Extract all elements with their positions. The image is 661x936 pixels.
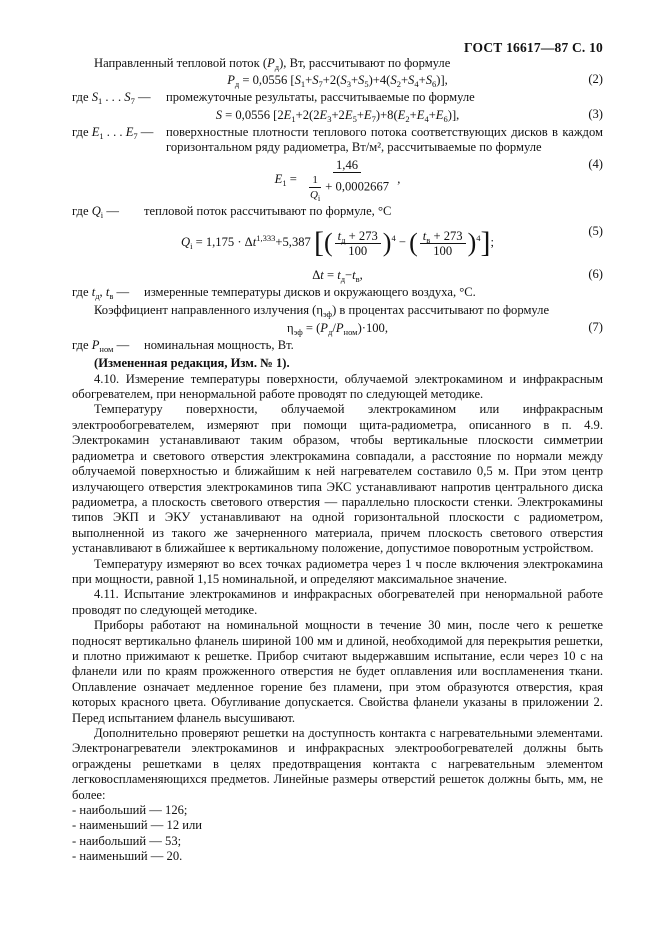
formula-5-number: (5) [588,224,603,239]
formula-3 [72,107,603,124]
formula-4-number: (4) [588,156,603,171]
formula-4-body: $E_1$ = 1,46 $\frac{1}{Q_i}$ + 0,0002667 , [274,157,401,203]
formula-2-body: $P_д = 0,0556$ $[S_1+S_7+2(S_3+S_5)+4(S_2+S_4+S_6)]$, [227,73,448,90]
page-header: ГОСТ 16617—87 С. 10 [464,40,603,55]
list-item: - наименьший — 12 или [72,818,203,833]
list-item: - наибольший — 126; [72,803,188,818]
formula-6 [72,267,603,284]
formula-7-body: $\eta_{эф} = (P_д/P_{ном})\cdot 100$, [287,320,388,337]
paragraph-4-10: 4.10. Измерение температуры поверхности, облучаемой электрокамином и инфракрасным обогревателем, при ненормальной работе проводят по следующей методике. [72,371,603,402]
paragraph-temperature-measure: Температуру измеряют во всех точках радиометра через 1 ч после включения электрокамина при мощности, равной 1,15 номинальной, и определяют максимальное значение. [72,556,603,586]
formula-6-number: (6) [588,267,603,282]
list-item: - наибольший — 53; [72,833,182,848]
formula-4 [72,157,603,203]
formula-2-number: (2) [588,72,603,87]
formula-6-body: $\Delta t = t_д-t_в$, [312,267,363,284]
list-item: - наименьший — 20. [72,849,183,864]
grille-size-list [72,803,603,865]
paragraph-direct-flux: Направленный тепловой поток $(P_д)$, Вт, рассчитывают по формуле [94,56,451,72]
formula-3-number: (3) [588,106,603,121]
formula-7-number: (7) [588,319,603,334]
paragraph-coefficient: Коэффициент направленного излучения $(\eta_{эф})$ в процентах рассчитывают по формуле [94,303,550,320]
where-s: где $S_1$ . . . $S_7$ — промежуточные результаты, рассчитываемые по формуле [72,90,475,107]
formula-2 [72,72,603,89]
formula-5 [72,220,603,266]
formula-5-body: $Q_i = 1,175 \cdot \Delta t^{1,333}+5,387$ [( $\frac{t_д + 273}{100}$ )$^4$ − ( $\frac{t_в + 273}{100}$ )$^4$]; [180,226,495,260]
where-q: где $Q_i$ — тепловой поток рассчитывают по формуле, °С [72,203,392,220]
paragraph-devices-test: Приборы работают на номинальной мощности в течение 30 мин, после чего к решетке подносят вертикально фланель шириной 100 мм и длиной, необходимой для перекрытия решетки, и плотно прижимают к решетке. Прибор считают выдержавшим испытание, если через 10 с на фланели или по краям прожженного отверстия не будет оплавления или воспламенения ткани. Оплавление означает медленное горение без пламени, при этом образуются отверстия, края которых красного цвета. Обугливание допускается. Свойства фланели указаны в приложении 2. Перед испытанием фланель высушивают. [72,618,603,725]
paragraph-4-11: 4.11. Испытание электрокаминов и инфракрасных обогревателей при ненормальной работе проводят по следующей методике. [72,587,603,617]
paragraph-grille-check: Дополнительно проверяют решетки на доступность контакта с нагревательными элементами. Электронагреватели электрокаминов и инфракрасных электрообогревателей должны быть ограждены решетками в целях предотвращения контакта с нагревательным элементом легковоспламеняющихся предметов. Линейные размеры отверстий решеток должны быть, мм, не более: [72,726,603,802]
where-t: где $t_д$, $t_в$ — измеренные температуры дисков и окружающего воздуха, °С. [72,285,476,302]
where-e: где $E_1$ . . . $E_7$ — поверхностные плотности теплового потока соответствующих дисков в каждом горизонтальном ряду радиометра, Вт/м², рассчитываемые по формуле [72,124,603,155]
formula-3-body: S = 0,0556 $[2E_1+2(2E_3+2E_5+E_7)+8(E_2+E_4+E_6)]$, [215,107,460,124]
where-p: где $P_{ном}$ — номинальная мощность, Вт. [72,337,294,354]
formula-7 [72,320,603,337]
paragraph-temperature-method: Температуру поверхности, облучаемой электрокамином или инфракрасным электрообогревателем, измеряют при помощи щита-радиометра, описанного в п. 4.9. Электрокамин устанавливают таким образом, чтобы вертикальные плоскости симметрии радиометра и светового отверстия электрокамина совпадали, а расстояние по нормали между облучаемой поверхностью и ближайшим к ней нагревателем составило 0,5 м. При этом центр излучающего отверстия электрокаминов типа ЭКС устанавливают напротив центрального диска радиометра, а плоскость светового отверстия — параллельно плоскости стенки. Электрокамины типов ЭКП и ЭКУ устанавливают на одной горизонтальной плоскости с радиометром, выполненной из такого же зачерненного материала, причем плоскость светового отверстия устанавливают в ближайшее к вертикальному положение, допустимое поворотным устройством. [72,402,603,556]
edition-note: (Измененная редакция, Изм. № 1). [94,356,290,371]
